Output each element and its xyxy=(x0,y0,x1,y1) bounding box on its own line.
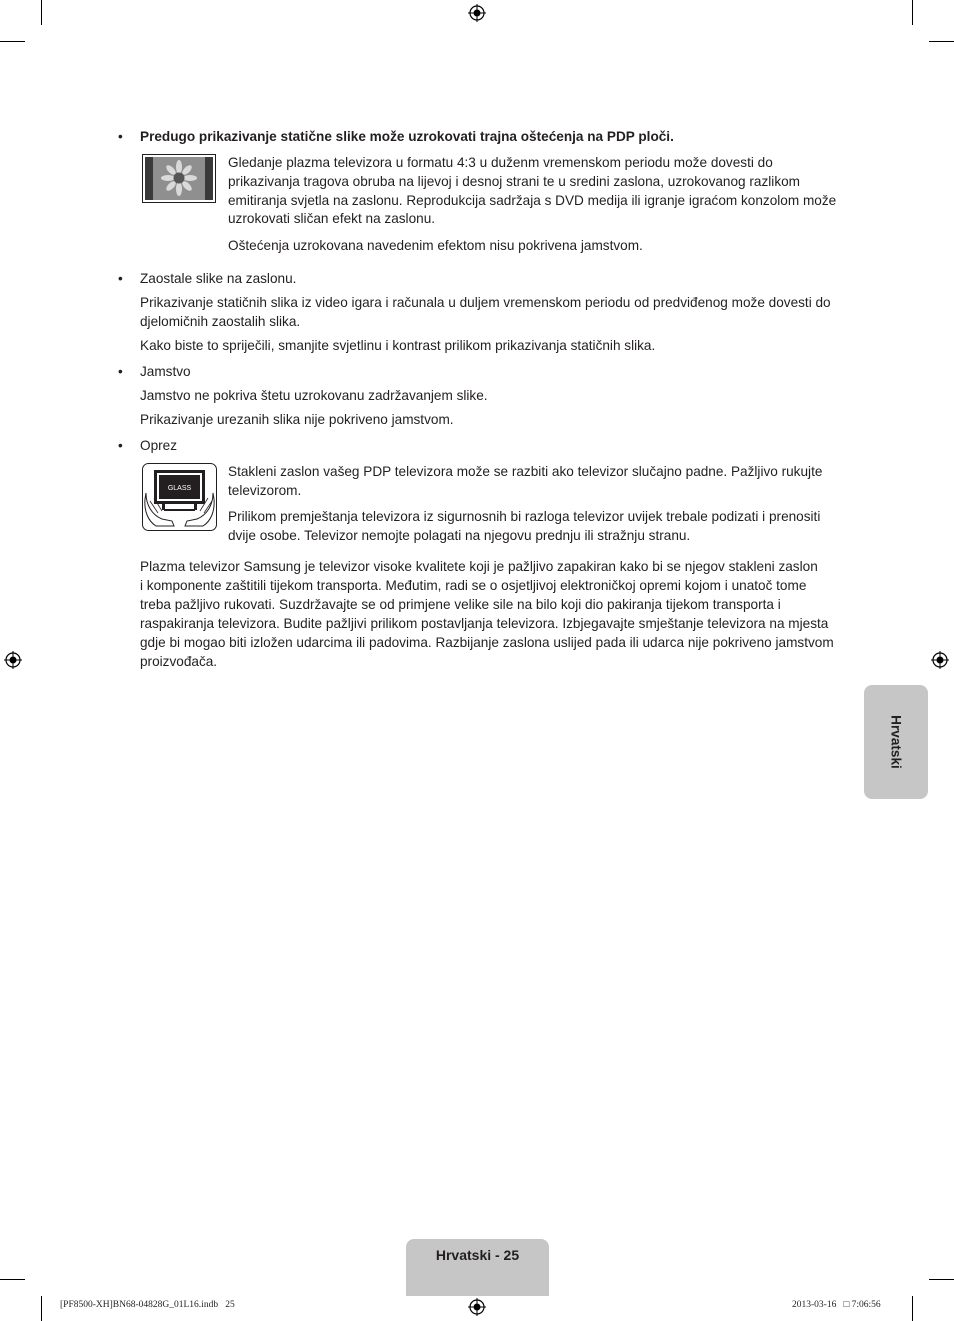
hands-holding-glass-tv-icon xyxy=(142,463,217,531)
language-label: Hrvatski xyxy=(888,715,904,769)
crop-mark xyxy=(929,1279,954,1280)
bullet: • xyxy=(118,271,123,286)
text-line: proizvođača. xyxy=(140,654,218,669)
page-number: Hrvatski - 25 xyxy=(435,1247,520,1263)
text-line: treba pažljivo rukovati. Suzdržavajte se od primjene velike sile na bilo koji dio pakiranja tijekom transporta i xyxy=(140,597,781,612)
registration-mark-icon xyxy=(931,651,949,669)
crop-mark xyxy=(41,1296,42,1321)
section-heading: Oprez xyxy=(140,438,178,453)
language-side-tab xyxy=(864,685,928,799)
bullet: • xyxy=(118,438,123,453)
text-line: Plazma televizor Samsung je televizor visoke kvalitete koji je pažljivo zapakiran kako bi se njegov stakleni zaslon xyxy=(140,559,818,574)
text-line: Kako biste to spriječili, smanjite svjetlinu i kontrast prilikom prikazivanja statičnih slika. xyxy=(140,338,656,353)
warranty-note: Oštećenja uzrokovana navedenim efektom nisu pokrivena jamstvom. xyxy=(228,238,643,253)
text-line: Prikazivanje urezanih slika nije pokriveno jamstvom. xyxy=(140,412,454,427)
text-line: Prilikom premještanja televizora iz sigurnosnih bi razloga televizor uvijek trebale podizati i prenositi xyxy=(228,509,821,524)
crop-mark xyxy=(912,0,913,25)
text-line: Stakleni zaslon vašeg PDP televizora može se razbiti ako televizor slučajno padne. Pažljivo rukujte xyxy=(228,464,823,479)
text-line: Gledanje plazma televizora u formatu 4:3 u duženm vremenskom periodu može dovesti do xyxy=(228,155,773,170)
section-heading: Predugo prikazivanje statične slike može uzrokovati trajna oštećenja na PDP ploči. xyxy=(140,129,674,144)
crop-mark xyxy=(929,41,954,42)
section-heading: Jamstvo xyxy=(140,364,191,379)
bullet: • xyxy=(118,129,123,144)
footer-file-info: [PF8500-XH]BN68-04828G_01L16.indb 25 xyxy=(60,1300,235,1310)
text-line: i komponente zaštitili tijekom transporta. Međutim, radi se o osjetljivoj elektroničkoj opremi kojom i unatoč tome xyxy=(140,578,807,593)
bullet: • xyxy=(118,364,123,379)
text-line: raspakiranja televizora. Budite pažljivi prilikom postavljanja televizora. Izbjegavajte smještanje televizora na mjesta xyxy=(140,616,829,631)
text-line: televizorom. xyxy=(228,483,302,498)
text-line: uzrokovati sličan efekt na zaslonu. xyxy=(228,211,436,226)
registration-mark-icon xyxy=(4,651,22,669)
crop-mark xyxy=(912,1296,913,1321)
text-line: Jamstvo ne pokriva štetu uzrokovanu zadržavanjem slike. xyxy=(140,388,488,403)
tv-sunflower-screen-icon xyxy=(142,154,216,203)
page-number-tab xyxy=(406,1239,549,1296)
text-line: Prikazivanje statičnih slika iz video igara i računala u duljem vremenskom periodu od predviđenog može dovesti do xyxy=(140,295,831,310)
text-line: emitiranja svjetla na zaslonu. Reprodukcija sadržaja s DVD medija ili igranje igraćom konzolom može xyxy=(228,193,837,208)
section-heading: Zaostale slike na zaslonu. xyxy=(140,271,297,286)
text-line: djelomičnih zaostalih slika. xyxy=(140,314,301,329)
crop-mark xyxy=(0,1279,25,1280)
text-line: gdje bi mogao biti izložen udarcima ili padovima. Razbijanje zaslona uslijed pada ili udarca nije pokriveno jamstvom xyxy=(140,635,834,650)
footer-timestamp: 2013-03-16 □ 7:06:56 xyxy=(792,1300,881,1310)
crop-mark xyxy=(41,0,42,25)
glass-label: GLASS xyxy=(167,485,192,492)
crop-mark xyxy=(0,41,25,42)
text-line: prikazivanja tragova obruba na lijevoj i desnoj strani te u sredini zaslona, uzrokovanog razlikom xyxy=(228,174,800,189)
registration-mark-icon xyxy=(468,1298,486,1316)
text-line: dvije osobe. Televizor nemojte polagati na njegovu prednju ili stražnju stranu. xyxy=(228,528,691,543)
registration-mark-icon xyxy=(468,4,486,22)
